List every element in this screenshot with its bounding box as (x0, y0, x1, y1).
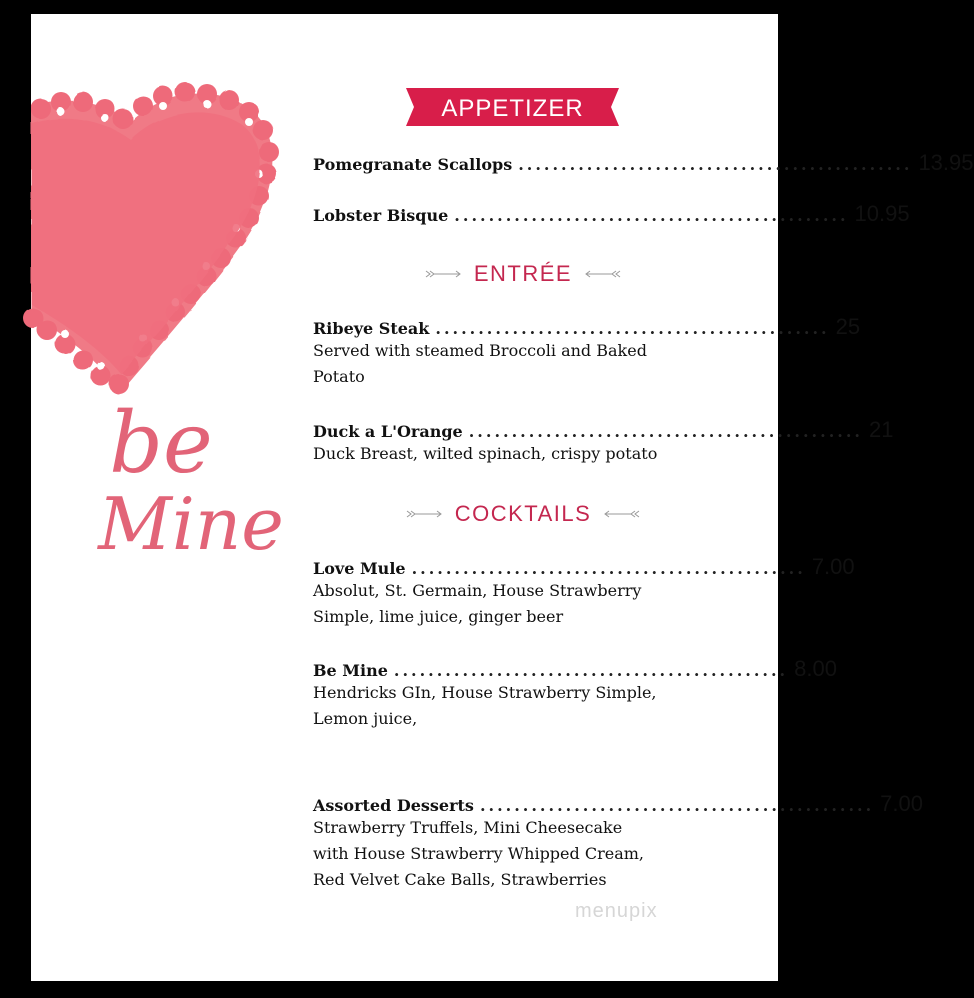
item-price: 13.95 (918, 150, 974, 175)
leader-dots: .............................................. (468, 422, 863, 441)
item-description: Potato (313, 367, 365, 386)
item-name: Lobster Bisque (313, 206, 449, 225)
leader-dots: .............................................. (479, 796, 875, 815)
script-mine: Mine (98, 482, 284, 566)
menu-item (313, 554, 855, 630)
arrow-left-icon (582, 269, 620, 279)
menu-item (313, 417, 894, 467)
cocktails-heading (373, 499, 673, 529)
menu-item (313, 791, 923, 893)
item-name: Be Mine (313, 661, 388, 680)
item-price: 7.00 (880, 791, 923, 816)
arrow-right-icon (426, 269, 464, 279)
appetizer-title: APPETIZER (441, 95, 584, 122)
appetizer-banner (406, 88, 619, 126)
cocktails-title: COCKTAILS (454, 501, 592, 526)
item-description: Simple, lime juice, ginger beer (313, 607, 564, 626)
item-description: Duck Breast, wilted spinach, crispy potato (313, 444, 658, 463)
script-be: be (109, 394, 213, 492)
leader-dots: .............................................. (393, 661, 789, 680)
item-description: Lemon juice, (313, 709, 418, 728)
menu-page (31, 14, 974, 981)
item-name: Pomegranate Scallops (313, 155, 513, 174)
item-description: Served with steamed Broccoli and Baked (313, 341, 647, 360)
entree-title: ENTRÉE (473, 261, 573, 286)
arrow-right-icon (407, 509, 445, 519)
menu-item (313, 201, 910, 226)
item-description: with House Strawberry Whipped Cream, (313, 844, 644, 863)
item-price: 25 (835, 314, 861, 339)
menu-item (313, 656, 837, 732)
item-name: Love Mule (313, 559, 406, 578)
leader-dots: .............................................. (454, 206, 849, 225)
watermark: menupix (575, 900, 658, 922)
entree-heading (373, 259, 673, 289)
leader-dots: .............................................. (435, 319, 830, 338)
item-name: Assorted Desserts (313, 796, 474, 815)
leader-dots: .............................................. (411, 559, 806, 578)
heart-doily-icon (31, 14, 311, 614)
item-price: 21 (868, 417, 894, 442)
menu-item (313, 314, 861, 390)
item-description: Red Velvet Cake Balls, Strawberries (313, 870, 607, 889)
item-description: Absolut, St. Germain, House Strawberry (313, 581, 642, 600)
item-name: Duck a L'Orange (313, 422, 463, 441)
menu-item (313, 150, 974, 175)
item-description: Strawberry Truffels, Mini Cheesecake (313, 818, 623, 837)
arrow-left-icon (601, 509, 639, 519)
item-price: 8.00 (794, 656, 837, 681)
leader-dots: .............................................. (518, 155, 913, 174)
item-price: 7.00 (811, 554, 855, 579)
item-description: Hendricks GIn, House Strawberry Simple, (313, 683, 657, 702)
item-price: 10.95 (854, 201, 910, 226)
item-name: Ribeye Steak (313, 319, 430, 338)
